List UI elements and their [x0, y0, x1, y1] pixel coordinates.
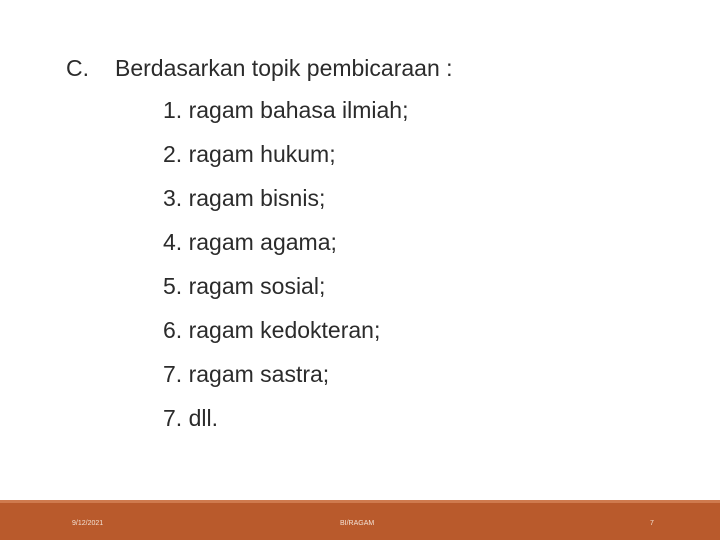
- footer-bar: [0, 503, 720, 540]
- section-marker: C.: [66, 55, 89, 81]
- page-number: 7: [650, 520, 654, 527]
- section-heading: [66, 53, 453, 83]
- list-item: 1. ragam bahasa ilmiah;: [163, 97, 409, 123]
- footer-date: 9/12/2021: [72, 520, 104, 527]
- list-item: 7. dll.: [163, 405, 218, 431]
- list-item: 6. ragam kedokteran;: [163, 317, 381, 343]
- list-item: 3. ragam bisnis;: [163, 185, 326, 211]
- footer-title: BI/RAGAM: [340, 520, 375, 527]
- list-item: 7. ragam sastra;: [163, 361, 330, 387]
- list-item: 5. ragam sosial;: [163, 273, 326, 299]
- topic-list: [163, 95, 408, 447]
- list-item: 2. ragam hukum;: [163, 141, 336, 167]
- list-item: 4. ragam agama;: [163, 229, 337, 255]
- section-title: Berdasarkan topik pembicaraan :: [115, 55, 453, 81]
